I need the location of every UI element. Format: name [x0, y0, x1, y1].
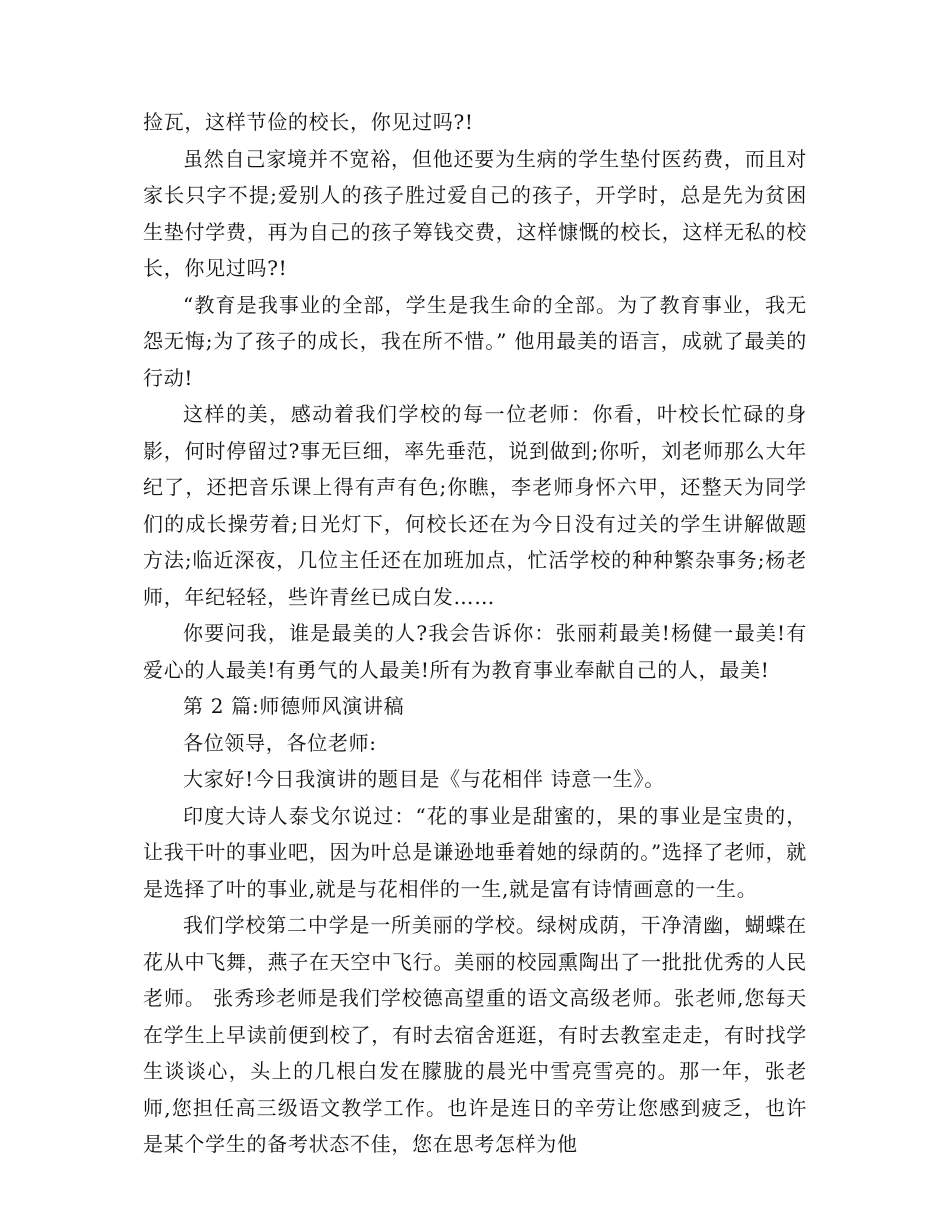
- body-paragraph: 你要问我，谁是最美的人?我会告诉你：张丽莉最美!杨健一最美!有爱心的人最美!有勇气的人最美!所有为教育事业奉献自己的人，最美!: [143, 621, 807, 682]
- body-paragraph: 这样的美，感动着我们学校的每一位老师：你看，叶校长忙碌的身影，何时停留过?事无巨细，率先垂范，说到做到;你听，刘老师那么大年纪了，还把音乐课上得有声有色;你瞧，李老师身怀六甲，还整天为同学们的成长操劳着;日光灯下，何校长还在为今日没有过关的学生讲解做题方法;临近深夜，几位主任还在加班加点，忙活学校的种种繁杂事务;杨老师，年纪轻轻，些许青丝已成白发……: [143, 402, 807, 609]
- body-paragraph: 我们学校第二中学是一所美丽的学校。绿树成荫，干净清幽，蝴蝶在花从中飞舞，燕子在天空中飞行。美丽的校园熏陶出了一批批优秀的人民老师。 张秀珍老师是我们学校德高望重的语文高级老师。张老师,您每天在学生上早读前便到校了，有时去宿舍逛逛，有时去教室走走，有时找学生谈谈心，头上的几根白发在朦胧的晨光中雪亮雪亮的。那一年，张老师,您担任高三级语文教学工作。也许是连日的辛劳让您感到疲乏，也许是某个学生的备考状态不佳，您在思考怎样为他: [143, 913, 807, 1156]
- body-paragraph: 大家好!今日我演讲的题目是《与花相伴 诗意一生》。: [183, 767, 665, 791]
- section-heading: 第 2 篇:师德师风演讲稿: [183, 694, 405, 718]
- document-body: [143, 104, 807, 1163]
- body-paragraph: 印度大诗人泰戈尔说过：“花的事业是甜蜜的，果的事业是宝贵的，让我干叶的事业吧，因为叶总是谦逊地垂着她的绿荫的。”选择了老师，就是选择了叶的事业,就是与花相伴的一生,就是富有诗情画意的一生。: [143, 803, 807, 901]
- body-paragraph-continuation: 捡瓦，这样节俭的校长，你见过吗?!: [143, 110, 474, 134]
- greeting-line: 各位领导，各位老师:: [183, 730, 377, 755]
- body-paragraph: “教育是我事业的全部，学生是我生命的全部。为了教育事业，我无怨无悔;为了孩子的成长，我在所不惜。” 他用最美的语言，成就了最美的行动!: [143, 292, 807, 390]
- body-paragraph: 虽然自己家境并不宽裕，但他还要为生病的学生垫付医药费，而且对家长只字不提;爱别人的孩子胜过爱自己的孩子，开学时，总是先为贫困生垫付学费，再为自己的孩子筹钱交费，这样慷慨的校长，这样无私的校长，你见过吗?!: [143, 146, 807, 280]
